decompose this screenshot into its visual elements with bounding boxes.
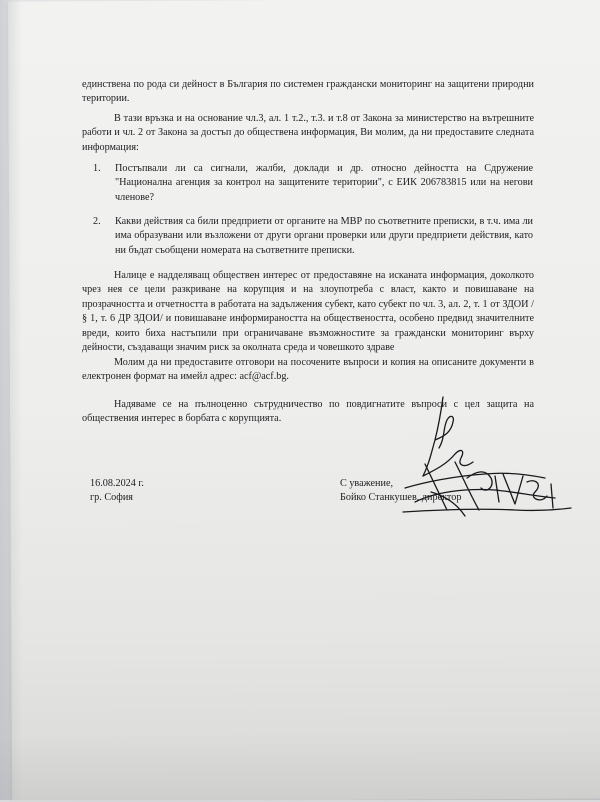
paragraph-request: В тази връзка и на основание чл.3, ал. 1 т.2., т.3. и т.8 от Закона за министерство на вътрешните работи и чл. 2 от Закона за достъп до обществена информация, Ви молим, да ни предоставите следната информация:: [82, 113, 534, 153]
question-text: Какви действия са били предприети от органите на МВР по съответните преписки, в т.ч. има ли има образувани или възложени от други органи проверки или други предприети действия, като ни бъдат съобщени номерата на съответните преписки.: [115, 216, 533, 256]
question-item: [93, 215, 533, 258]
question-number: 1.: [93, 163, 101, 174]
paragraph-continuation: единствена по рода си дейност в България по системен граждански мониторинг на защитени природни територии.: [82, 79, 534, 105]
letter-city: гр. София: [90, 492, 133, 503]
paragraph-closing: Надяваме се на пълноценно сътрудничество по повдигнатите въпроси с цел защита на обществения интерес в борбата с корупцията.: [82, 399, 534, 425]
question-number: 2.: [93, 216, 101, 227]
question-item: [93, 162, 533, 205]
paragraph-public-interest: Налице е надделяващ обществен интерес от предоставяне на исканата информация, доколкото чрез нея се цели разкриване на корупция и на злоупотреба с власт, както и повишаване на прозрачността и отчетността в работата на задължения субект, като субект по чл. 3, ал. 2, т. 1 от ЗДОИ /§ 1, т. 6 ДР ЗДОИ/ и повишаване информираността на обществеността, особено предвид значителните вреди, които биха настъпили при ограничаване възможностите за граждански мониторинг върху дейности, създаващи значим риск за околната среда и човешкото здраве: [82, 270, 534, 354]
photo-shading: [0, 736, 600, 800]
closing-greeting: С уважение,: [340, 478, 394, 489]
paragraph-email-request: Молим да ни предоставите отговори на посочените въпроси и копия на описаните документи в електронен формат на имейл адрес: acf@acf.bg.: [82, 357, 534, 383]
signer-name: Бойко Станкушев, директор: [340, 492, 462, 503]
question-text: Постъпвали ли са сигнали, жалби, доклади и др. относно дейността на Сдружение "Национална агенция за контрол на защитените територии", с ЕИК 206783815 или на негови членове?: [115, 163, 533, 203]
letter-date: 16.08.2024 г.: [90, 478, 144, 489]
